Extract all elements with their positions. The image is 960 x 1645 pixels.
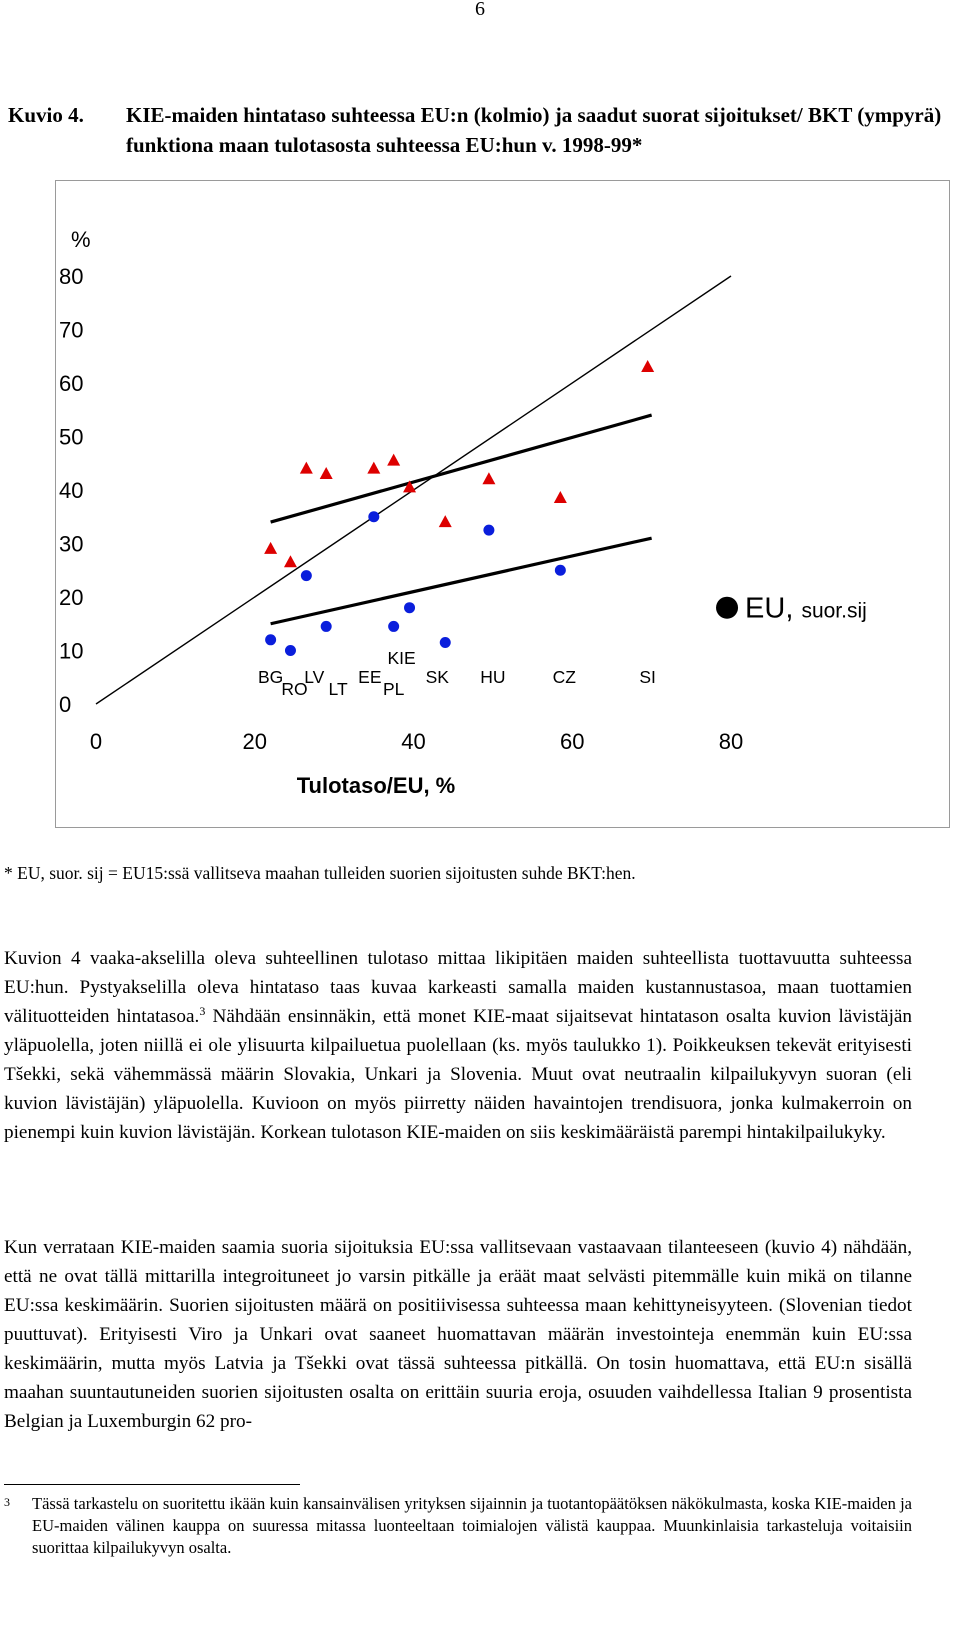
paragraph-1-part-1: Kuvion 4 vaaka-akselilla oleva suhteellinen tulotaso mittaa likipitäen maiden suhteellista tuottavuutta suhteessa EU:hun. Pystyakselilla oleva hintataso taas kuvaa karkeasti samalla maiden kustannustasoa, maan tuottamien välituotteiden hintatasoa.	[4, 948, 912, 1027]
eu-label-main: EU,	[745, 592, 802, 625]
y-tick-label: 70	[59, 317, 84, 343]
x-tick-label: 60	[560, 729, 585, 754]
price-level-triangle	[284, 555, 297, 567]
y-tick-label: 80	[59, 264, 84, 289]
fdi-circle	[404, 602, 415, 613]
country-label: LV	[304, 667, 325, 687]
footnote-text: Tässä tarkastelu on suoritettu ikään kuin kansainvälisen yrityksen sijainnin ja tuotantopäätöksen näkökulmasta, koska KIE-maiden ja EU-maiden välinen kauppa on suuressa mitassa luonteeltaan toimialojen välistä kauppaa. Muunkinlaisia tarkasteluja voitaisiin suorittaa kilpailukyvyn osalta.	[32, 1494, 912, 1557]
scatter-chart	[56, 181, 949, 827]
figure-caption-text: KIE-maiden hintataso suhteessa EU:n (kolmio) ja saadut suorat sijoitukset/ BKT (ympyrä) funktiona maan tulotasosta suhteessa EU:hun v. 1998-99*	[126, 103, 942, 157]
trend-line	[271, 538, 652, 624]
footnote-number: 3	[4, 1495, 10, 1509]
footnote-3	[4, 1493, 912, 1559]
fdi-circle	[301, 570, 312, 581]
fdi-circle	[440, 637, 451, 648]
figure-footnote: * EU, suor. sij = EU15:ssä vallitseva maahan tulleiden suorien sijoitusten suhde BKT:hen.	[4, 863, 636, 883]
fdi-circle	[388, 621, 399, 632]
price-level-triangle	[264, 542, 277, 554]
chart-frame	[55, 180, 950, 828]
fdi-circle	[265, 634, 276, 645]
country-label: CZ	[552, 667, 576, 687]
price-level-triangle	[554, 491, 567, 503]
eu-label-sub: suor.sij	[801, 599, 867, 623]
x-tick-label: 40	[401, 729, 426, 754]
y-tick-label: 10	[59, 638, 84, 664]
y-tick-label: 0	[59, 692, 72, 717]
paragraph-1-part-2: Nähdään ensinnäkin, että monet KIE-maat sijaitsevat hintatason osalta kuvion lävistäjän yläpuolella, joten niillä ei ole ylisuurta kilpailuetua puolellaan (ks. myös taulukko 1). Poikkeuksen tekevät erityisesti Tšekki, sekä vähemmässä määrin Slovakia, Unkari ja Slovenia. Muut ovat neutraalin kilpailukyvyn suoran (eli kuvion lävistäjän) yläpuolella. Kuvioon on myös piirretty näiden havaintojen trendisuora, jonka kulmakerroin on pienempi kuin kuvion lävistäjän. Korkean tulotason KIE-maiden on siis keskimääräistä parempi hintakilpailukyky.	[4, 1006, 913, 1143]
price-level-triangle	[439, 515, 452, 527]
country-label: EE	[358, 667, 382, 687]
y-tick-label: 20	[59, 585, 84, 610]
fdi-circle	[555, 565, 566, 576]
country-label: LT	[328, 679, 348, 699]
x-tick-label: 80	[718, 729, 744, 754]
eu-marker	[716, 597, 738, 619]
country-label: HU	[480, 667, 506, 687]
fdi-circle	[285, 645, 296, 656]
paragraph-2: Kun verrataan KIE-maiden saamia suoria sijoituksia EU:ssa vallitsevaan vastaavaan tilanteeseen (kuvio 4) nähdään, että ne ovat tällä mittarilla integroituneet jo varsin pitkälle ja eräät maat selvästi pitemmälle kuin mikä on tilanne EU:ssa keskimäärin. Suorien sijoitusten määrä on positiivisessa suhteessa maan kehittyneisyyteen. (Slovenian tiedot puuttuvat). Erityisesti Viro ja Unkari ovat saaneet huomattavan määrän investointeja enemmän kuin EU:ssa keskimäärin, mutta myös Latvia ja Tšekki ovat tässä suhteessa pitkällä. On tosin huomattava, että EU:n sisällä maahan suuntautuneiden suorien sijoitusten osalta on erittäin suuria eroja, osuuden vaihdellessa Italian 9 prosentista Belgian ja Luxemburgin 62 pro-	[4, 1237, 912, 1432]
price-level-triangle	[320, 467, 333, 479]
country-label: RO	[281, 679, 308, 699]
x-tick-label: 20	[242, 729, 267, 754]
price-level-triangle	[482, 472, 495, 484]
footnote-ref-3[interactable]: 3	[199, 1004, 206, 1018]
price-level-triangle	[387, 454, 400, 466]
footnote-divider	[4, 1484, 300, 1485]
fdi-circle	[483, 525, 494, 536]
y-tick-label: 60	[59, 371, 84, 396]
country-label: SI	[639, 667, 656, 687]
price-level-triangle	[641, 360, 654, 372]
fdi-circle	[321, 621, 332, 632]
country-label: BG	[257, 667, 284, 687]
y-tick-label: 40	[59, 478, 84, 503]
paragraph-1	[4, 944, 912, 1147]
figure-label: Kuvio 4.	[8, 103, 84, 127]
price-level-triangle	[300, 462, 313, 474]
eu-marker-label	[745, 593, 867, 625]
country-label: KIE	[387, 648, 416, 668]
country-label: PL	[382, 679, 405, 699]
trend-line	[271, 415, 652, 522]
x-axis-label: Tulotaso/EU, %	[296, 773, 456, 798]
y-tick-label: 50	[59, 424, 84, 450]
price-level-triangle	[367, 462, 380, 474]
x-tick-label: 0	[89, 729, 103, 754]
page-number: 6	[475, 0, 485, 20]
y-unit-label: %	[71, 227, 91, 252]
fdi-circle	[368, 511, 379, 522]
country-label: SK	[425, 667, 449, 687]
y-tick-label: 30	[59, 531, 84, 557]
